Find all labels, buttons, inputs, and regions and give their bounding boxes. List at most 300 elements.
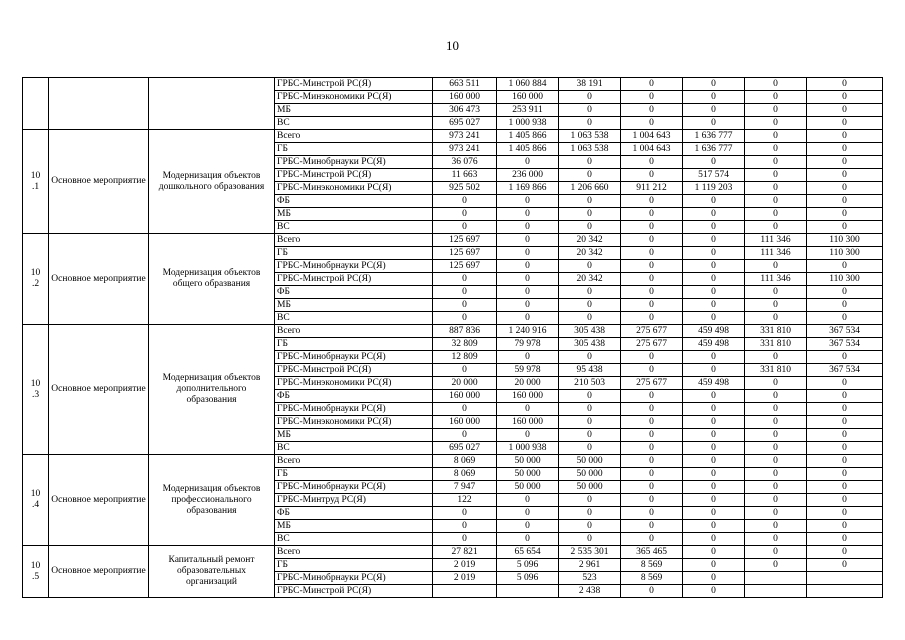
amount-cell: 0 bbox=[621, 468, 683, 481]
amount-cell: 0 bbox=[433, 507, 497, 520]
amount-cell: 305 438 bbox=[559, 338, 621, 351]
amount-cell: 0 bbox=[683, 390, 745, 403]
table-body bbox=[23, 78, 883, 598]
amount-cell: 0 bbox=[559, 286, 621, 299]
amount-cell: 0 bbox=[807, 156, 883, 169]
amount-cell: 0 bbox=[807, 91, 883, 104]
amount-cell: 1 000 938 bbox=[497, 117, 559, 130]
amount-cell: 0 bbox=[559, 416, 621, 429]
amount-cell: 0 bbox=[433, 221, 497, 234]
amount-cell: 0 bbox=[683, 585, 745, 598]
amount-cell: 0 bbox=[745, 208, 807, 221]
amount-cell: 367 534 bbox=[807, 325, 883, 338]
amount-cell: 367 534 bbox=[807, 364, 883, 377]
amount-cell: 0 bbox=[433, 208, 497, 221]
funding-source-cell: МБ bbox=[275, 299, 433, 312]
amount-cell: 0 bbox=[497, 403, 559, 416]
amount-cell: 0 bbox=[807, 299, 883, 312]
amount-cell: 0 bbox=[683, 221, 745, 234]
funding-source-cell: Всего bbox=[275, 546, 433, 559]
measure-code-cell: 10 .3 bbox=[23, 325, 49, 455]
amount-cell: 0 bbox=[683, 351, 745, 364]
funding-source-cell: ФБ bbox=[275, 390, 433, 403]
amount-cell: 517 574 bbox=[683, 169, 745, 182]
amount-cell: 1 636 777 bbox=[683, 130, 745, 143]
amount-cell: 0 bbox=[745, 117, 807, 130]
amount-cell: 0 bbox=[621, 481, 683, 494]
table-row bbox=[23, 78, 883, 91]
table-row bbox=[23, 325, 883, 338]
amount-cell: 0 bbox=[559, 442, 621, 455]
amount-cell: 122 bbox=[433, 494, 497, 507]
amount-cell: 160 000 bbox=[497, 91, 559, 104]
amount-cell: 0 bbox=[559, 195, 621, 208]
amount-cell: 1 004 643 bbox=[621, 130, 683, 143]
amount-cell: 0 bbox=[433, 273, 497, 286]
amount-cell: 275 677 bbox=[621, 377, 683, 390]
amount-cell: 0 bbox=[745, 377, 807, 390]
amount-cell: 0 bbox=[683, 78, 745, 91]
funding-source-cell: ГРБС-Минэкономики РС(Я) bbox=[275, 377, 433, 390]
amount-cell: 0 bbox=[559, 117, 621, 130]
amount-cell: 0 bbox=[433, 533, 497, 546]
amount-cell: 0 bbox=[683, 481, 745, 494]
amount-cell bbox=[807, 572, 883, 585]
amount-cell: 0 bbox=[621, 403, 683, 416]
amount-cell: 0 bbox=[683, 572, 745, 585]
amount-cell: 0 bbox=[745, 195, 807, 208]
amount-cell: 32 809 bbox=[433, 338, 497, 351]
amount-cell: 0 bbox=[745, 169, 807, 182]
funding-source-cell: ФБ bbox=[275, 286, 433, 299]
amount-cell: 1 060 884 bbox=[497, 78, 559, 91]
amount-cell bbox=[433, 585, 497, 598]
amount-cell: 0 bbox=[683, 507, 745, 520]
amount-cell: 0 bbox=[745, 156, 807, 169]
amount-cell: 1 000 938 bbox=[497, 442, 559, 455]
funding-source-cell: ВС bbox=[275, 442, 433, 455]
amount-cell: 20 342 bbox=[559, 273, 621, 286]
amount-cell: 0 bbox=[497, 195, 559, 208]
amount-cell: 0 bbox=[745, 442, 807, 455]
funding-source-cell: ВС bbox=[275, 117, 433, 130]
amount-cell: 79 978 bbox=[497, 338, 559, 351]
amount-cell: 0 bbox=[621, 351, 683, 364]
amount-cell: 110 300 bbox=[807, 234, 883, 247]
amount-cell: 0 bbox=[807, 546, 883, 559]
amount-cell: 695 027 bbox=[433, 117, 497, 130]
amount-cell: 0 bbox=[745, 104, 807, 117]
amount-cell bbox=[745, 585, 807, 598]
funding-source-cell: ГРБС-Минэкономики РС(Я) bbox=[275, 182, 433, 195]
amount-cell: 0 bbox=[621, 455, 683, 468]
amount-cell: 0 bbox=[807, 117, 883, 130]
amount-cell: 973 241 bbox=[433, 143, 497, 156]
amount-cell: 0 bbox=[745, 507, 807, 520]
amount-cell: 0 bbox=[559, 520, 621, 533]
amount-cell: 0 bbox=[683, 494, 745, 507]
amount-cell: 253 911 bbox=[497, 104, 559, 117]
amount-cell: 695 027 bbox=[433, 442, 497, 455]
amount-cell: 2 019 bbox=[433, 559, 497, 572]
amount-cell: 7 947 bbox=[433, 481, 497, 494]
amount-cell: 0 bbox=[683, 91, 745, 104]
amount-cell: 0 bbox=[807, 143, 883, 156]
page-number: 10 bbox=[446, 38, 459, 53]
amount-cell: 0 bbox=[621, 442, 683, 455]
amount-cell: 523 bbox=[559, 572, 621, 585]
amount-cell: 0 bbox=[745, 91, 807, 104]
funding-source-cell: МБ bbox=[275, 520, 433, 533]
amount-cell: 925 502 bbox=[433, 182, 497, 195]
amount-cell: 0 bbox=[683, 234, 745, 247]
amount-cell: 0 bbox=[807, 208, 883, 221]
amount-cell: 367 534 bbox=[807, 338, 883, 351]
amount-cell: 0 bbox=[745, 182, 807, 195]
funding-source-cell: Всего bbox=[275, 325, 433, 338]
amount-cell: 160 000 bbox=[433, 416, 497, 429]
amount-cell: 0 bbox=[559, 260, 621, 273]
amount-cell: 0 bbox=[807, 169, 883, 182]
amount-cell: 0 bbox=[559, 429, 621, 442]
amount-cell: 0 bbox=[745, 312, 807, 325]
amount-cell: 0 bbox=[621, 299, 683, 312]
amount-cell: 0 bbox=[807, 429, 883, 442]
amount-cell: 1 169 866 bbox=[497, 182, 559, 195]
amount-cell: 160 000 bbox=[433, 390, 497, 403]
amount-cell: 0 bbox=[745, 481, 807, 494]
amount-cell: 0 bbox=[621, 273, 683, 286]
amount-cell: 0 bbox=[497, 234, 559, 247]
amount-cell: 887 836 bbox=[433, 325, 497, 338]
amount-cell: 0 bbox=[807, 403, 883, 416]
amount-cell: 12 809 bbox=[433, 351, 497, 364]
amount-cell: 0 bbox=[807, 468, 883, 481]
funding-source-cell: ГРБС-Минобрнауки РС(Я) bbox=[275, 351, 433, 364]
amount-cell: 1 405 866 bbox=[497, 143, 559, 156]
amount-cell: 2 961 bbox=[559, 559, 621, 572]
amount-cell: 8 069 bbox=[433, 455, 497, 468]
amount-cell: 0 bbox=[807, 507, 883, 520]
amount-cell: 20 000 bbox=[433, 377, 497, 390]
amount-cell: 0 bbox=[683, 286, 745, 299]
table-row bbox=[23, 234, 883, 247]
amount-cell: 0 bbox=[559, 494, 621, 507]
amount-cell: 111 346 bbox=[745, 234, 807, 247]
amount-cell: 331 810 bbox=[745, 364, 807, 377]
measure-name-cell bbox=[149, 78, 275, 130]
amount-cell: 125 697 bbox=[433, 260, 497, 273]
amount-cell: 0 bbox=[621, 234, 683, 247]
amount-cell: 0 bbox=[559, 208, 621, 221]
funding-source-cell: Всего bbox=[275, 130, 433, 143]
measure-type-cell: Основное мероприятие bbox=[49, 546, 149, 598]
amount-cell: 0 bbox=[559, 351, 621, 364]
amount-cell: 459 498 bbox=[683, 377, 745, 390]
funding-source-cell: ГРБС-Минстрой РС(Я) bbox=[275, 169, 433, 182]
amount-cell: 0 bbox=[683, 468, 745, 481]
amount-cell: 0 bbox=[745, 221, 807, 234]
funding-source-cell: МБ bbox=[275, 208, 433, 221]
amount-cell: 0 bbox=[807, 286, 883, 299]
amount-cell: 0 bbox=[497, 286, 559, 299]
amount-cell: 0 bbox=[683, 117, 745, 130]
amount-cell: 0 bbox=[807, 260, 883, 273]
amount-cell: 0 bbox=[683, 104, 745, 117]
amount-cell: 1 063 538 bbox=[559, 130, 621, 143]
amount-cell: 0 bbox=[807, 520, 883, 533]
amount-cell: 0 bbox=[745, 286, 807, 299]
funding-source-cell: ГРБС-Минобрнауки РС(Я) bbox=[275, 156, 433, 169]
amount-cell: 0 bbox=[683, 455, 745, 468]
amount-cell: 1 405 866 bbox=[497, 130, 559, 143]
funding-source-cell: ГБ bbox=[275, 143, 433, 156]
funding-source-cell: ГРБС-Минобрнауки РС(Я) bbox=[275, 260, 433, 273]
amount-cell: 459 498 bbox=[683, 325, 745, 338]
amount-cell: 0 bbox=[559, 299, 621, 312]
amount-cell: 663 511 bbox=[433, 78, 497, 91]
budget-table bbox=[22, 77, 883, 598]
amount-cell: 0 bbox=[683, 273, 745, 286]
amount-cell: 0 bbox=[559, 104, 621, 117]
amount-cell: 0 bbox=[807, 494, 883, 507]
amount-cell: 50 000 bbox=[497, 468, 559, 481]
amount-cell bbox=[745, 572, 807, 585]
funding-source-cell: ГБ bbox=[275, 468, 433, 481]
amount-cell: 0 bbox=[433, 299, 497, 312]
measure-code-cell: 10 .1 bbox=[23, 130, 49, 234]
amount-cell: 365 465 bbox=[621, 546, 683, 559]
amount-cell: 0 bbox=[683, 312, 745, 325]
amount-cell: 0 bbox=[683, 299, 745, 312]
funding-source-cell: ГРБС-Минстрой РС(Я) bbox=[275, 273, 433, 286]
measure-type-cell: Основное мероприятие bbox=[49, 234, 149, 325]
funding-source-cell: ГРБС-Минэкономики РС(Я) bbox=[275, 91, 433, 104]
amount-cell: 0 bbox=[745, 143, 807, 156]
funding-source-cell: ФБ bbox=[275, 195, 433, 208]
amount-cell: 0 bbox=[745, 299, 807, 312]
amount-cell: 110 300 bbox=[807, 273, 883, 286]
table-row bbox=[23, 546, 883, 559]
funding-source-cell: ВС bbox=[275, 533, 433, 546]
amount-cell: 0 bbox=[745, 546, 807, 559]
amount-cell: 0 bbox=[621, 507, 683, 520]
amount-cell: 0 bbox=[807, 78, 883, 91]
amount-cell: 0 bbox=[497, 299, 559, 312]
amount-cell: 8 069 bbox=[433, 468, 497, 481]
amount-cell: 0 bbox=[807, 481, 883, 494]
amount-cell: 110 300 bbox=[807, 247, 883, 260]
amount-cell: 0 bbox=[433, 312, 497, 325]
amount-cell: 0 bbox=[683, 520, 745, 533]
amount-cell: 0 bbox=[745, 468, 807, 481]
amount-cell: 20 342 bbox=[559, 247, 621, 260]
amount-cell: 0 bbox=[497, 247, 559, 260]
amount-cell: 0 bbox=[433, 195, 497, 208]
amount-cell: 0 bbox=[745, 390, 807, 403]
amount-cell: 0 bbox=[807, 455, 883, 468]
amount-cell: 160 000 bbox=[433, 91, 497, 104]
funding-source-cell: МБ bbox=[275, 429, 433, 442]
amount-cell: 1 240 916 bbox=[497, 325, 559, 338]
amount-cell: 0 bbox=[683, 208, 745, 221]
amount-cell: 0 bbox=[559, 221, 621, 234]
amount-cell: 50 000 bbox=[497, 455, 559, 468]
amount-cell: 160 000 bbox=[497, 390, 559, 403]
measure-type-cell bbox=[49, 78, 149, 130]
funding-source-cell: ГБ bbox=[275, 338, 433, 351]
amount-cell: 0 bbox=[621, 169, 683, 182]
amount-cell: 0 bbox=[683, 416, 745, 429]
amount-cell: 0 bbox=[497, 156, 559, 169]
amount-cell bbox=[807, 585, 883, 598]
amount-cell: 0 bbox=[683, 247, 745, 260]
funding-source-cell: ГРБС-Минобрнауки РС(Я) bbox=[275, 403, 433, 416]
amount-cell: 1 636 777 bbox=[683, 143, 745, 156]
amount-cell: 2 019 bbox=[433, 572, 497, 585]
amount-cell: 0 bbox=[621, 117, 683, 130]
amount-cell: 0 bbox=[745, 533, 807, 546]
funding-source-cell: Всего bbox=[275, 234, 433, 247]
amount-cell: 0 bbox=[807, 377, 883, 390]
amount-cell: 0 bbox=[621, 312, 683, 325]
amount-cell: 0 bbox=[497, 221, 559, 234]
amount-cell: 0 bbox=[745, 520, 807, 533]
amount-cell: 0 bbox=[745, 403, 807, 416]
amount-cell: 0 bbox=[745, 78, 807, 91]
amount-cell: 0 bbox=[745, 260, 807, 273]
amount-cell: 0 bbox=[807, 416, 883, 429]
amount-cell: 236 000 bbox=[497, 169, 559, 182]
amount-cell: 0 bbox=[621, 91, 683, 104]
amount-cell: 0 bbox=[683, 195, 745, 208]
amount-cell: 0 bbox=[807, 104, 883, 117]
amount-cell: 0 bbox=[621, 208, 683, 221]
amount-cell: 0 bbox=[621, 156, 683, 169]
amount-cell: 0 bbox=[683, 546, 745, 559]
amount-cell: 0 bbox=[807, 442, 883, 455]
amount-cell: 0 bbox=[807, 351, 883, 364]
amount-cell: 0 bbox=[433, 403, 497, 416]
amount-cell: 331 810 bbox=[745, 325, 807, 338]
amount-cell: 0 bbox=[559, 403, 621, 416]
amount-cell: 111 346 bbox=[745, 247, 807, 260]
amount-cell: 0 bbox=[497, 507, 559, 520]
measure-type-cell: Основное мероприятие bbox=[49, 325, 149, 455]
measure-code-cell: 10 .5 bbox=[23, 546, 49, 598]
funding-source-cell: ГРБС-Минэкономики РС(Я) bbox=[275, 416, 433, 429]
amount-cell: 275 677 bbox=[621, 338, 683, 351]
amount-cell: 11 663 bbox=[433, 169, 497, 182]
amount-cell: 0 bbox=[807, 130, 883, 143]
amount-cell: 0 bbox=[433, 364, 497, 377]
amount-cell: 0 bbox=[497, 533, 559, 546]
funding-source-cell: ГБ bbox=[275, 247, 433, 260]
funding-source-cell: ГРБС-Минстрой РС(Я) bbox=[275, 585, 433, 598]
measure-type-cell: Основное мероприятие bbox=[49, 130, 149, 234]
amount-cell: 50 000 bbox=[559, 455, 621, 468]
measure-name-cell: Модернизация объектов профессионального образования bbox=[149, 455, 275, 546]
amount-cell: 0 bbox=[497, 520, 559, 533]
measure-type-cell: Основное мероприятие bbox=[49, 455, 149, 546]
amount-cell: 0 bbox=[745, 429, 807, 442]
amount-cell: 0 bbox=[433, 286, 497, 299]
funding-source-cell: ГРБС-Минобрнауки РС(Я) bbox=[275, 572, 433, 585]
amount-cell: 0 bbox=[559, 91, 621, 104]
amount-cell: 8 569 bbox=[621, 572, 683, 585]
amount-cell: 2 438 bbox=[559, 585, 621, 598]
amount-cell: 306 473 bbox=[433, 104, 497, 117]
measure-name-cell: Капитальный ремонт образовательных организаций bbox=[149, 546, 275, 598]
amount-cell: 38 191 bbox=[559, 78, 621, 91]
amount-cell: 0 bbox=[621, 247, 683, 260]
amount-cell: 459 498 bbox=[683, 338, 745, 351]
funding-source-cell: ГРБС-Минстрой РС(Я) bbox=[275, 78, 433, 91]
amount-cell: 0 bbox=[621, 520, 683, 533]
amount-cell: 0 bbox=[745, 351, 807, 364]
amount-cell: 275 677 bbox=[621, 325, 683, 338]
amount-cell: 0 bbox=[621, 78, 683, 91]
amount-cell: 0 bbox=[621, 364, 683, 377]
amount-cell: 125 697 bbox=[433, 234, 497, 247]
amount-cell: 50 000 bbox=[559, 468, 621, 481]
amount-cell: 305 438 bbox=[559, 325, 621, 338]
amount-cell: 0 bbox=[621, 416, 683, 429]
amount-cell: 331 810 bbox=[745, 338, 807, 351]
amount-cell: 0 bbox=[683, 364, 745, 377]
amount-cell: 111 346 bbox=[745, 273, 807, 286]
amount-cell bbox=[497, 585, 559, 598]
amount-cell: 2 535 301 bbox=[559, 546, 621, 559]
amount-cell: 20 342 bbox=[559, 234, 621, 247]
measure-code-cell: 10 .4 bbox=[23, 455, 49, 546]
amount-cell: 50 000 bbox=[497, 481, 559, 494]
amount-cell: 0 bbox=[559, 156, 621, 169]
amount-cell: 0 bbox=[807, 312, 883, 325]
amount-cell: 65 654 bbox=[497, 546, 559, 559]
amount-cell: 0 bbox=[559, 390, 621, 403]
amount-cell: 973 241 bbox=[433, 130, 497, 143]
amount-cell: 160 000 bbox=[497, 416, 559, 429]
table-row bbox=[23, 455, 883, 468]
amount-cell: 0 bbox=[683, 260, 745, 273]
funding-source-cell: ФБ bbox=[275, 507, 433, 520]
amount-cell: 95 438 bbox=[559, 364, 621, 377]
funding-source-cell: ГБ bbox=[275, 559, 433, 572]
amount-cell: 0 bbox=[683, 559, 745, 572]
amount-cell: 0 bbox=[621, 390, 683, 403]
amount-cell: 0 bbox=[433, 520, 497, 533]
measure-name-cell: Модернизация объектов общего образвания bbox=[149, 234, 275, 325]
amount-cell: 0 bbox=[497, 208, 559, 221]
funding-source-cell: ВС bbox=[275, 312, 433, 325]
funding-source-cell: ГРБС-Минтруд РС(Я) bbox=[275, 494, 433, 507]
table-row bbox=[23, 130, 883, 143]
amount-cell: 911 212 bbox=[621, 182, 683, 195]
amount-cell: 0 bbox=[621, 533, 683, 546]
measure-name-cell: Модернизация объектов дополнительного образования bbox=[149, 325, 275, 455]
amount-cell: 0 bbox=[807, 533, 883, 546]
amount-cell: 0 bbox=[621, 494, 683, 507]
amount-cell: 0 bbox=[745, 130, 807, 143]
amount-cell: 1 206 660 bbox=[559, 182, 621, 195]
amount-cell: 0 bbox=[497, 494, 559, 507]
amount-cell: 0 bbox=[621, 286, 683, 299]
amount-cell: 0 bbox=[807, 221, 883, 234]
measure-name-cell: Модернизация объектов дошкольного образования bbox=[149, 130, 275, 234]
amount-cell: 0 bbox=[621, 585, 683, 598]
amount-cell: 27 821 bbox=[433, 546, 497, 559]
